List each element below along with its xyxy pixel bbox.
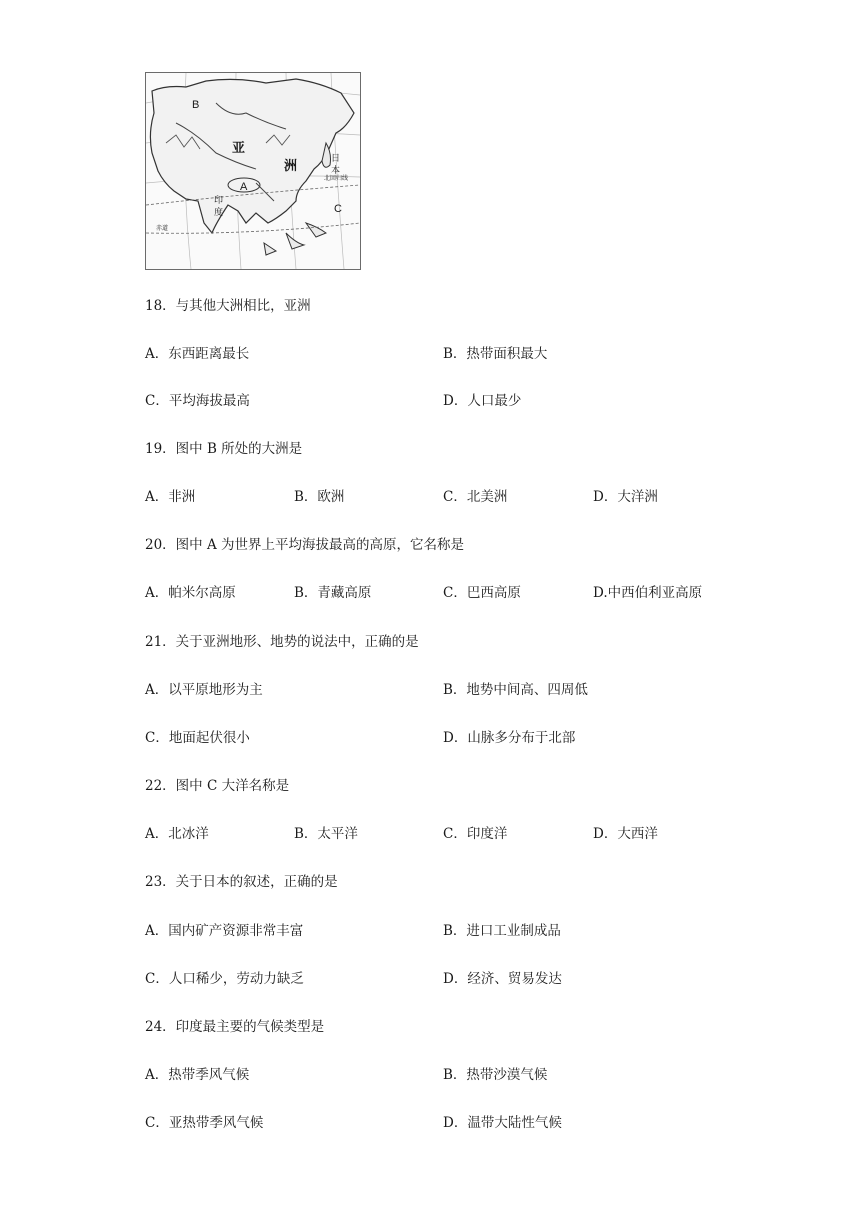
map-label-zhou: 洲	[284, 159, 298, 174]
question-18-stem: 18．与其他大洲相比，亚洲	[145, 298, 311, 314]
question-24-option-c[interactable]: C．亚热带季风气候	[145, 1115, 264, 1131]
question-19-option-a[interactable]: A．非洲	[145, 489, 196, 505]
map-label-ben: 本	[331, 166, 341, 176]
question-20-option-c[interactable]: C．巴西高原	[443, 585, 521, 601]
question-23-option-d[interactable]: D．经济、贸易发达	[443, 971, 562, 987]
question-23-option-c[interactable]: C．人口稀少，劳动力缺乏	[145, 971, 304, 987]
question-19-option-c[interactable]: C．北美洲	[443, 489, 508, 505]
question-21-option-b[interactable]: B．地势中间高、四周低	[443, 682, 588, 698]
map-label-b: B	[192, 99, 200, 111]
question-22-option-d[interactable]: D．大西洋	[593, 826, 658, 842]
question-24-option-d[interactable]: D．温带大陆性气候	[443, 1115, 562, 1131]
question-22-option-b[interactable]: B．太平洋	[294, 826, 358, 842]
question-18-option-b[interactable]: B．热带面积最大	[443, 346, 548, 362]
question-24-option-b[interactable]: B．热带沙漠气候	[443, 1067, 548, 1083]
question-22-stem: 22．图中 C 大洋名称是	[145, 778, 290, 794]
question-20-option-b[interactable]: B．青藏高原	[294, 585, 372, 601]
question-19-option-d[interactable]: D．大洋洲	[593, 489, 658, 505]
question-21-option-a[interactable]: A．以平原地形为主	[145, 682, 263, 698]
map-label-du: 度	[214, 208, 224, 218]
question-19-stem: 19．图中 B 所处的大洲是	[145, 441, 303, 457]
question-21-option-d[interactable]: D．山脉多分布于北部	[443, 730, 576, 746]
question-18-option-d[interactable]: D．人口最少	[443, 393, 522, 409]
map-label-tropic: 北回归线	[324, 175, 349, 182]
asia-map-figure	[145, 72, 361, 270]
map-label-yin: 印	[214, 196, 224, 206]
question-18-option-a[interactable]: A．东西距离最长	[145, 346, 250, 362]
question-20-option-d[interactable]: D.中西伯利亚高原	[593, 585, 703, 601]
question-22-option-a[interactable]: A．北冰洋	[145, 826, 209, 842]
map-label-ya: 亚	[232, 141, 246, 156]
question-21-option-c[interactable]: C．地面起伏很小	[145, 730, 250, 746]
question-18-option-c[interactable]: C．平均海拔最高	[145, 393, 250, 409]
question-19-option-b[interactable]: B．欧洲	[294, 489, 345, 505]
map-label-c: C	[334, 203, 342, 215]
question-24-option-a[interactable]: A．热带季风气候	[145, 1067, 250, 1083]
map-label-equator: 赤道	[156, 225, 169, 232]
map-label-ri: 日	[331, 154, 341, 164]
question-23-option-a[interactable]: A．国内矿产资源非常丰富	[145, 923, 304, 939]
question-23-option-b[interactable]: B．进口工业制成品	[443, 923, 561, 939]
question-21-stem: 21．关于亚洲地形、地势的说法中，正确的是	[145, 634, 419, 650]
question-22-option-c[interactable]: C．印度洋	[443, 826, 508, 842]
map-label-a: A	[240, 181, 248, 193]
question-24-stem: 24．印度最主要的气候类型是	[145, 1019, 325, 1035]
question-20-option-a[interactable]: A．帕米尔高原	[145, 585, 236, 601]
question-23-stem: 23．关于日本的叙述，正确的是	[145, 874, 338, 890]
asia-map-drawing	[146, 73, 360, 269]
question-20-stem: 20．图中 A 为世界上平均海拔最高的高原，它名称是	[145, 537, 465, 553]
